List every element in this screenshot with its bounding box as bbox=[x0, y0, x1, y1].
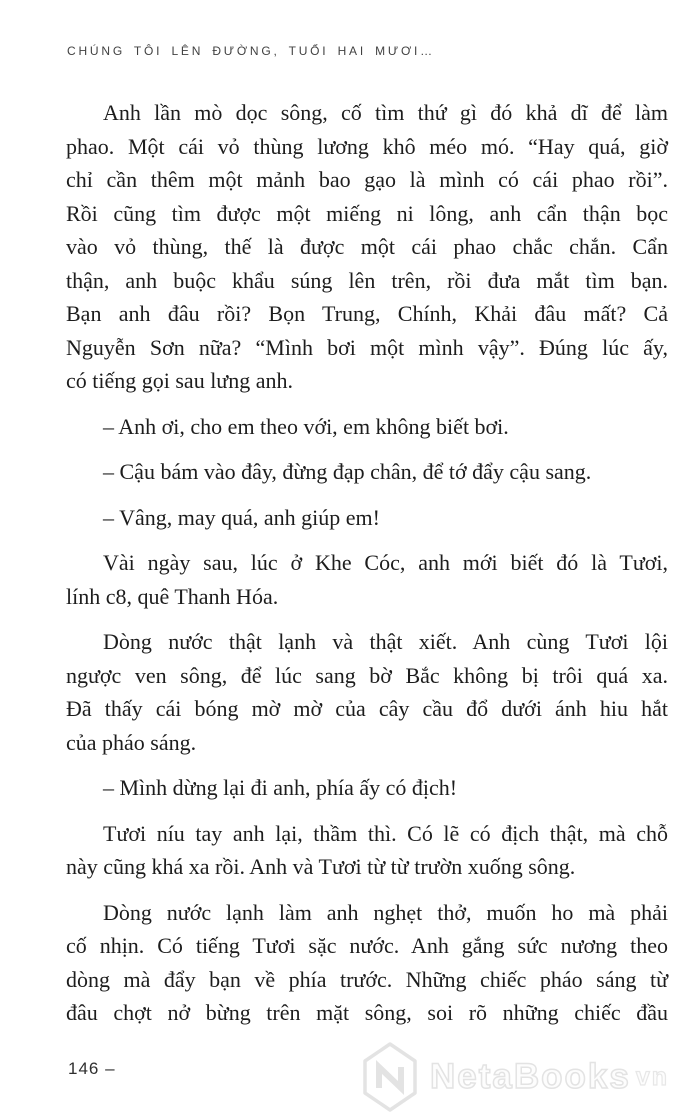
watermark bbox=[362, 1041, 669, 1113]
text-line: thận, anh buộc khẩu súng lên trên, rồi đưa mắt tìm bạn. bbox=[66, 267, 668, 293]
text-line: cố nhịn. Có tiếng Tươi sặc nước. Anh gắng sức nương theo bbox=[66, 933, 668, 958]
netabooks-hexagon-n-logo-icon bbox=[362, 1041, 418, 1113]
watermark-tld-text: vn bbox=[635, 1062, 670, 1091]
text-line: này cũng khá xa rồi. Anh và Tươi từ từ trườn xuống sông. bbox=[66, 854, 576, 879]
text-line: Rồi cũng tìm được một miếng ni lông, anh cẩn thận bọc bbox=[66, 200, 668, 226]
text-paragraph bbox=[66, 896, 668, 1030]
dialogue-paragraph bbox=[66, 771, 668, 805]
text-line: lính c8, quê Thanh Hóa. bbox=[66, 583, 279, 609]
text-line: Tươi níu tay anh lại, thầm thì. Có lẽ có địch thật, mà chỗ bbox=[103, 820, 668, 846]
dialogue-paragraph bbox=[66, 455, 668, 489]
text-paragraph bbox=[66, 96, 668, 398]
text-paragraph bbox=[66, 625, 668, 759]
text-line: có tiếng gọi sau lưng anh. bbox=[66, 368, 293, 393]
text-line: Nguyễn Sơn nữa? “Mình bơi một mình vậy”. Đúng lúc ấy, bbox=[66, 334, 668, 360]
text-line: – Vâng, may quá, anh giúp em! bbox=[103, 504, 380, 530]
page-number: 146 – bbox=[68, 1059, 116, 1078]
text-line: Anh lần mò dọc sông, cố tìm thứ gì đó khả dĩ để làm bbox=[103, 100, 668, 125]
text-line: Vài ngày sau, lúc ở Khe Cóc, anh mới biết đó là Tươi, bbox=[103, 550, 668, 575]
dialogue-paragraph bbox=[66, 410, 668, 444]
running-header-title: CHÚNG TÔI LÊN ĐƯỜNG, TUỔI HAI MƯƠI… bbox=[67, 44, 435, 58]
text-line: Bạn anh đâu rồi? Bọn Trung, Chính, Khải đâu mất? Cả bbox=[66, 301, 668, 326]
text-line: ngược ven sông, để lúc sang bờ Bắc không bị trôi quá xa. bbox=[66, 662, 668, 688]
text-paragraph bbox=[66, 546, 668, 613]
text-line: – Anh ơi, cho em theo với, em không biết bơi. bbox=[103, 413, 509, 439]
text-line: chỉ cần thêm một mảnh bao gạo là mình có cái phao rồi”. bbox=[66, 167, 668, 192]
page-body bbox=[66, 96, 668, 1030]
text-line: Đã thấy cái bóng mờ mờ của cây cầu đổ dưới ánh hiu hắt bbox=[66, 696, 668, 721]
text-line: Dòng nước thật lạnh và thật xiết. Anh cùng Tươi lội bbox=[103, 629, 668, 654]
text-line: phao. Một cái vỏ thùng lương khô méo mó. “Hay quá, giờ bbox=[66, 133, 668, 159]
text-line: – Mình dừng lại đi anh, phía ấy có địch! bbox=[103, 775, 458, 800]
dialogue-paragraph bbox=[66, 501, 668, 535]
text-line: đâu chợt nở bừng trên mặt sông, soi rõ những chiếc đầu bbox=[66, 1000, 668, 1025]
text-line: – Cậu bám vào đây, đừng đạp chân, để tớ đẩy cậu sang. bbox=[103, 459, 592, 484]
watermark-brand-text: NetaBooks bbox=[430, 1057, 631, 1096]
text-line: vào vỏ thùng, thế là được một cái phao chắc chắn. Cẩn bbox=[66, 234, 668, 259]
text-line: Dòng nước lạnh làm anh nghẹt thở, muốn ho mà phải bbox=[103, 899, 668, 925]
text-line: dòng mà đẩy bạn về phía trước. Những chiếc pháo sáng từ bbox=[66, 966, 668, 992]
text-paragraph bbox=[66, 817, 668, 884]
text-line: của pháo sáng. bbox=[66, 729, 197, 755]
